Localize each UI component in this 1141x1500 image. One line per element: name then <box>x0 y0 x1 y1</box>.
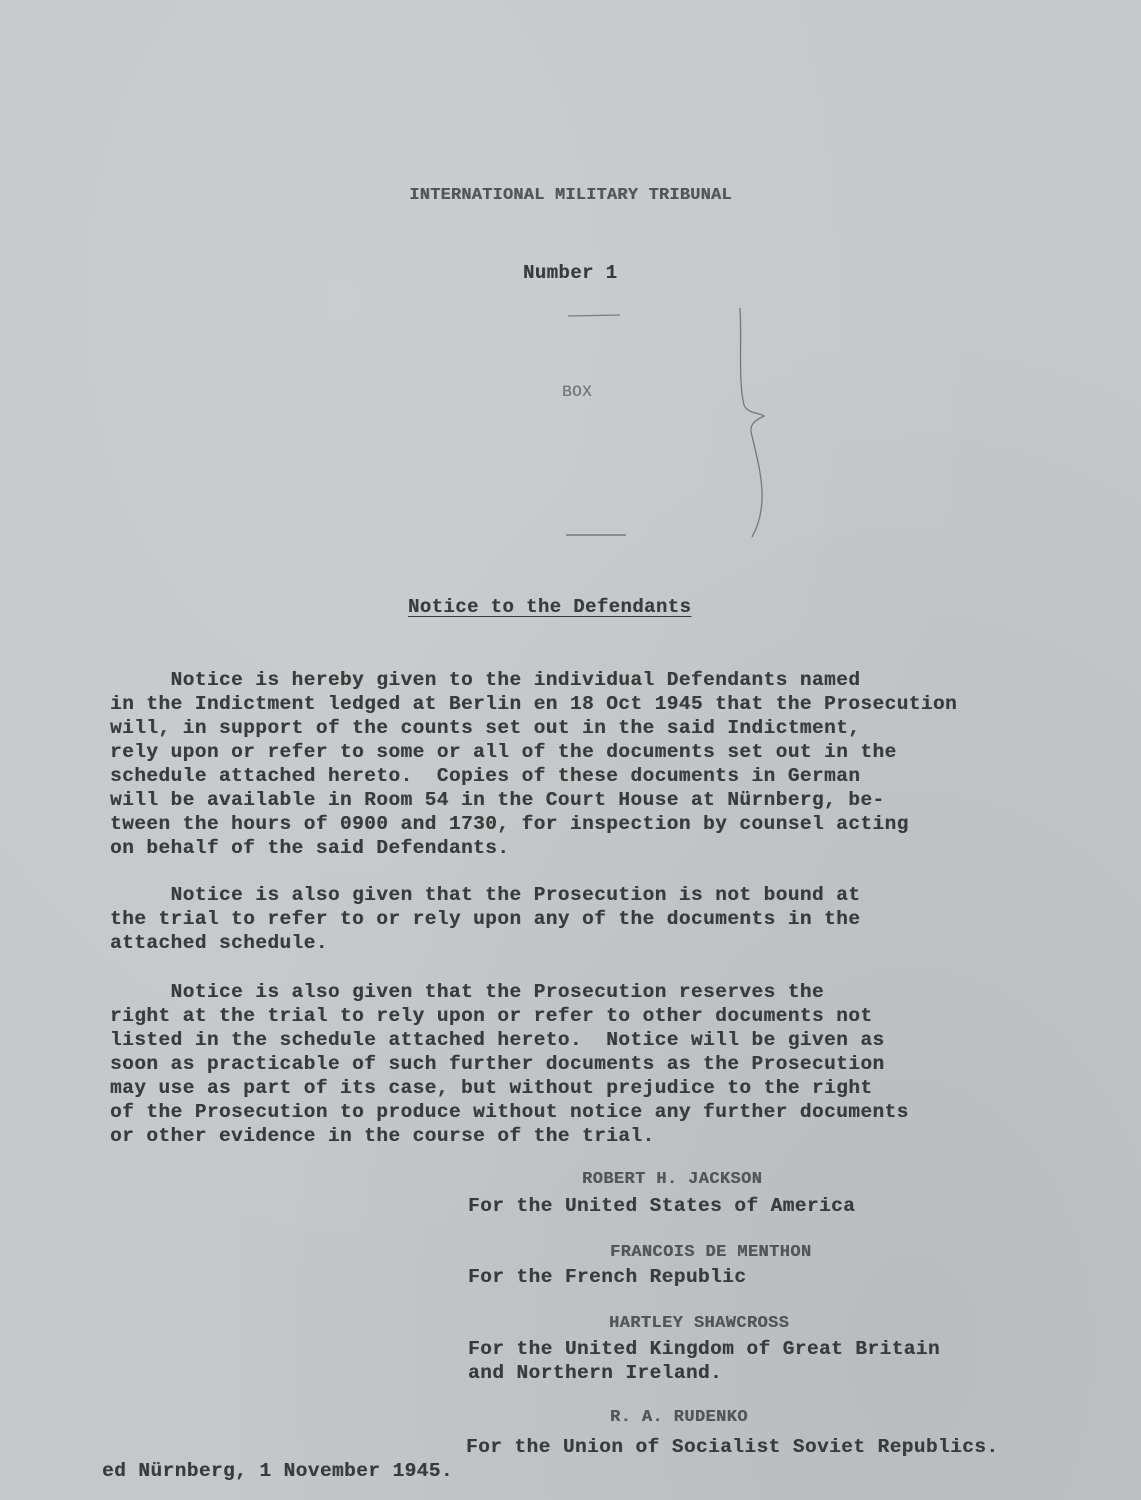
paragraph-line: attached schedule. <box>110 932 328 954</box>
signatory-name: R. A. RUDENKO <box>610 1408 748 1427</box>
paragraph-line: on behalf of the said Defendants. <box>110 837 510 859</box>
paragraph-line: in the Indictment ledged at Berlin en 18 Oct 1945 that the Prosecution <box>110 693 958 715</box>
notice-heading: Notice to the Defendants <box>408 596 692 618</box>
paragraph-line: listed in the schedule attached hereto. Notice will be given as <box>110 1029 885 1051</box>
paragraph-line: tween the hours of 0900 and 1730, for inspection by counsel acting <box>110 813 909 835</box>
paragraph-2 <box>110 883 860 955</box>
paragraph-line: will be available in Room 54 in the Court House at Nürnberg, be- <box>110 789 885 811</box>
paragraph-line: rely upon or refer to some or all of the documents set out in the <box>110 741 897 763</box>
paragraph-line: the trial to refer to or rely upon any of the documents in the <box>110 908 861 930</box>
signatory-role: and Northern Ireland. <box>468 1362 723 1384</box>
document-number: Number 1 <box>523 262 618 284</box>
signatory-role: For the Union of Socialist Soviet Republics. <box>466 1436 999 1458</box>
paragraph-line: soon as practicable of such further documents as the Prosecution <box>110 1053 885 1075</box>
dated-footer: ed Nürnberg, 1 November 1945. <box>102 1460 453 1482</box>
signatory-name: ROBERT H. JACKSON <box>582 1170 763 1189</box>
signatory-role: For the United Kingdom of Great Britain <box>468 1338 940 1360</box>
paragraph-line: or other evidence in the course of the trial. <box>110 1125 655 1147</box>
paragraph-line: may use as part of its case, but without prejudice to the right <box>110 1077 873 1099</box>
box-label: BOX <box>562 383 593 401</box>
paragraph-line: Notice is also given that the Prosecution reserves the <box>110 981 825 1003</box>
signatory-name: HARTLEY SHAWCROSS <box>609 1314 790 1333</box>
paragraph-line: Notice is also given that the Prosecution is not bound at <box>110 884 861 906</box>
paragraph-line: right at the trial to rely upon or refer to other documents not <box>110 1005 873 1027</box>
paragraph-line: will, in support of the counts set out in the said Indictment, <box>110 717 861 739</box>
paragraph-line: Notice is hereby given to the individual Defendants named <box>110 669 861 691</box>
paragraph-3 <box>110 980 909 1148</box>
signatory-role: For the French Republic <box>468 1266 747 1288</box>
paragraph-line: of the Prosecution to produce without notice any further documents <box>110 1101 909 1123</box>
paragraph-line: schedule attached hereto. Copies of these documents in German <box>110 765 861 787</box>
paragraph-1 <box>110 668 957 860</box>
signatory-name: FRANCOIS DE MENTHON <box>610 1243 812 1262</box>
document-title: INTERNATIONAL MILITARY TRIBUNAL <box>409 186 732 205</box>
signatory-role: For the United States of America <box>468 1195 856 1217</box>
